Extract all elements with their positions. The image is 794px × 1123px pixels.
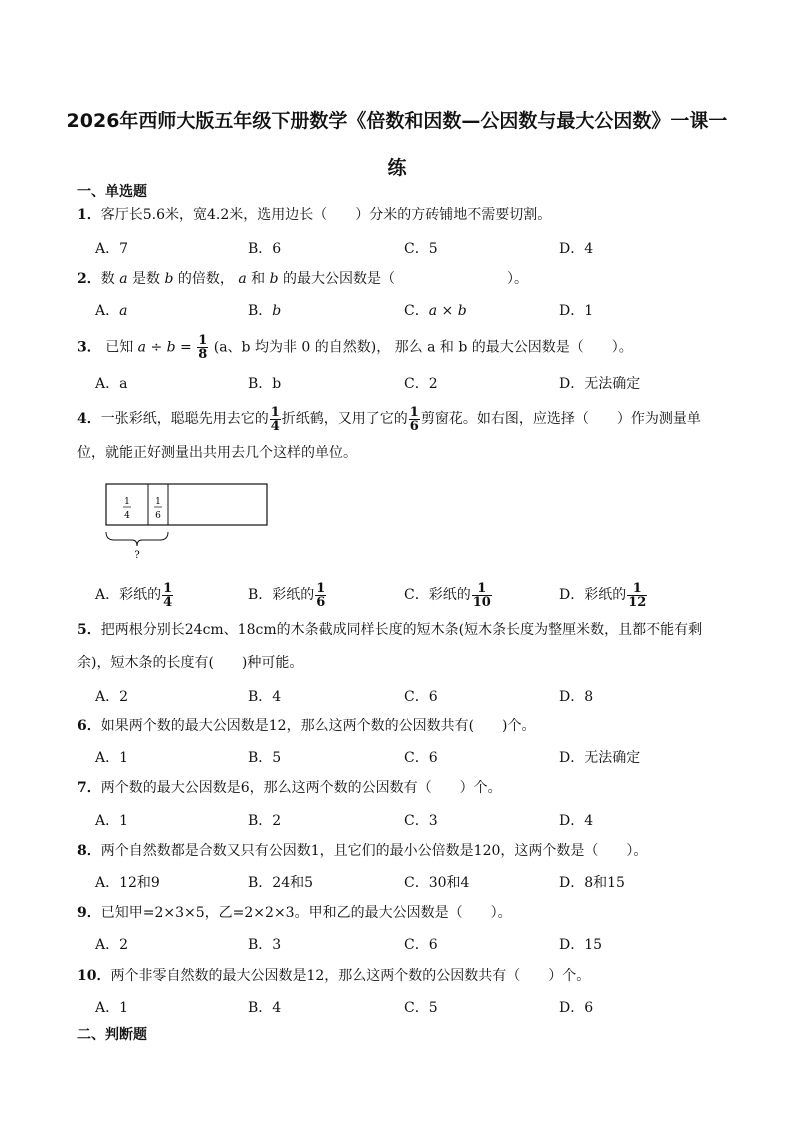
numerator: 1 (472, 582, 492, 596)
option-b[interactable]: B．5 (248, 750, 282, 766)
strip-label-denominator: 4 (124, 511, 130, 521)
denominator: 4 (163, 594, 173, 610)
option-d[interactable]: D．无法确定 (559, 750, 641, 766)
options-q1 (95, 238, 715, 258)
denominator: 6 (316, 594, 326, 610)
numerator: 1 (198, 333, 208, 348)
option-d[interactable]: D．15 (559, 937, 603, 953)
question-1 (77, 205, 724, 225)
options-q9 (95, 934, 715, 954)
options-q10 (95, 997, 715, 1017)
option-b[interactable]: B．6 (248, 241, 282, 257)
question-number: 4． (77, 411, 101, 427)
question-text: 剪窗花。如右图，应选择（ ）作为测量单位，就能正好测量出共用去几个这样的单位。 (77, 411, 701, 461)
fraction-option (315, 582, 326, 609)
option-b[interactable]: B．4 (248, 689, 282, 705)
option-a[interactable]: A．1 (95, 813, 129, 829)
question-text: 是数 (127, 271, 165, 287)
denominator: 6 (409, 418, 419, 434)
options-q6 (95, 747, 715, 767)
question-number: 9． (77, 905, 101, 921)
fraction-option (472, 582, 492, 609)
option-a[interactable]: A．2 (95, 937, 129, 953)
options-q8 (95, 872, 715, 892)
variable-b: b (269, 271, 279, 287)
options-q2 (95, 300, 715, 320)
option-c[interactable]: C．5 (404, 241, 438, 257)
option-label: B． (248, 303, 273, 319)
fraction-option (162, 582, 173, 609)
option-label: D．彩纸的 (559, 587, 627, 603)
option-expression: a (119, 303, 128, 319)
option-b[interactable]: B．2 (248, 813, 282, 829)
option-c[interactable]: C．6 (404, 689, 438, 705)
question-3 (77, 334, 724, 361)
option-label: C．彩纸的 (404, 587, 471, 603)
question-text: 和 (246, 271, 270, 287)
option-c[interactable]: C．2 (404, 376, 438, 392)
question-6 (77, 716, 724, 736)
question-text: (a、b 均为非 0 的自然数)， 那么 a 和 b 的最大公因数是（ ）。 (209, 339, 633, 356)
question-text: 数 (100, 271, 120, 287)
question-text: 两个数的最大公因数是6，那么这两个数的公因数有（ ）个。 (100, 780, 502, 796)
fraction-one-quarter (270, 406, 281, 433)
question-4 (77, 402, 717, 470)
option-d[interactable]: D．6 (559, 1000, 594, 1016)
variable-b: b (164, 271, 174, 287)
numerator: 1 (316, 580, 326, 596)
option-d[interactable] (559, 580, 648, 610)
option-b[interactable] (248, 580, 327, 610)
option-b[interactable] (248, 300, 281, 320)
question-number: 6． (77, 718, 101, 734)
option-b[interactable]: B．24和5 (248, 875, 314, 891)
question-2 (77, 269, 724, 289)
question-text: 折纸鹤，又用了它的 (281, 411, 408, 427)
option-expression: a × b (428, 303, 467, 319)
strip-label-denominator: 6 (155, 511, 161, 521)
option-c[interactable]: C．3 (404, 813, 438, 829)
options-q4 (95, 580, 715, 610)
option-c[interactable]: C．5 (404, 1000, 438, 1016)
denominator: 8 (198, 347, 208, 362)
fraction-option (627, 582, 647, 609)
option-d[interactable]: D．8和15 (559, 875, 625, 891)
question-text: 把两根分别长24cm、18cm的木条截成同样长度的短木条(短木条长度为整厘米数，且都不能有剩余)，短木条的长度有( )种可能。 (77, 622, 703, 671)
section-heading-single-choice: 一、单选题 (77, 184, 147, 200)
denominator: 4 (270, 418, 280, 434)
question-text: 的倍数， (173, 271, 239, 287)
option-b[interactable]: B．3 (248, 937, 282, 953)
question-text: 如果两个数的最大公因数是12，那么这两个数的公因数共有( )个。 (100, 718, 536, 734)
option-a[interactable]: A．12和9 (95, 875, 160, 891)
paper-strip-diagram (100, 478, 275, 563)
question-text: 客厅长5.6米，宽4.2米，选用边长（ ）分米的方砖铺地不需要切割。 (100, 207, 552, 223)
question-text: 已知 (100, 339, 138, 356)
option-a[interactable]: A．7 (95, 241, 129, 257)
question-number: 7． (77, 780, 101, 796)
question-number: 1． (77, 207, 101, 223)
option-a[interactable]: A．2 (95, 689, 129, 705)
option-label: C． (404, 303, 429, 319)
question-10 (77, 966, 724, 986)
option-expression: b (272, 303, 282, 319)
option-c[interactable]: C．6 (404, 750, 438, 766)
question-text: 两个自然数都是合数又只有公因数1，且它们的最小公倍数是120，这两个数是（ ）。 (100, 843, 648, 859)
variable-a: a (119, 271, 128, 287)
option-d[interactable]: D．8 (559, 689, 594, 705)
option-c[interactable] (404, 300, 467, 320)
page-title: 2026年西师大版五年级下册数学《倍数和因数—公因数与最大公因数》一课一练 (66, 110, 728, 179)
numerator: 1 (409, 404, 419, 420)
option-d[interactable]: D．1 (559, 303, 594, 319)
variable-a: a (238, 271, 247, 287)
options-q3 (95, 373, 715, 393)
strip-label-numerator: 1 (155, 497, 161, 507)
paper-strip (106, 484, 267, 525)
question-5 (77, 614, 717, 680)
question-number: 8． (77, 843, 101, 859)
math-expression: a ÷ b = (137, 339, 197, 356)
question-text: 的最大公因数是（ ）。 (278, 271, 529, 287)
denominator: 10 (472, 594, 491, 610)
question-text: 已知甲=2×3×5，乙=2×2×3。甲和乙的最大公因数是（ ）。 (100, 905, 512, 921)
question-number: 5． (77, 622, 101, 638)
option-c[interactable]: C．6 (404, 937, 438, 953)
question-text: 两个非零自然数的最大公因数是12，那么这两个数的公因数共有（ ）个。 (110, 968, 591, 984)
option-a[interactable] (95, 300, 127, 320)
options-q5 (95, 686, 715, 706)
fraction-one-sixth (409, 406, 420, 433)
section-heading-true-false: 二、判断题 (77, 1027, 147, 1043)
question-number: 3． (77, 339, 101, 356)
strip-label-numerator: 1 (124, 497, 130, 507)
option-label: B．彩纸的 (248, 587, 315, 603)
option-b[interactable]: B．b (248, 376, 282, 392)
question-text: 一张彩纸，聪聪先用去它的 (100, 411, 269, 427)
option-label: A．彩纸的 (95, 587, 162, 603)
question-8 (77, 841, 724, 861)
numerator: 1 (270, 404, 280, 420)
option-d[interactable]: D．4 (559, 813, 594, 829)
denominator: 12 (628, 594, 647, 610)
options-q7 (95, 810, 715, 830)
option-c[interactable]: C．30和4 (404, 875, 470, 891)
question-9 (77, 903, 724, 923)
option-a[interactable]: A．a (95, 376, 128, 392)
option-d[interactable]: D．4 (559, 241, 594, 257)
fraction-one-eighth (197, 334, 208, 361)
option-d[interactable]: D．无法确定 (559, 376, 641, 392)
question-number: 10． (77, 968, 111, 984)
question-7 (77, 778, 724, 798)
option-a[interactable]: A．1 (95, 1000, 129, 1016)
numerator: 1 (627, 582, 647, 596)
numerator: 1 (163, 580, 173, 596)
option-label: A． (95, 303, 120, 319)
question-mark: ? (134, 550, 140, 561)
option-a[interactable]: A．1 (95, 750, 129, 766)
brace (106, 532, 168, 546)
option-b[interactable]: B．4 (248, 1000, 282, 1016)
option-c[interactable] (404, 580, 493, 610)
option-a[interactable] (95, 580, 174, 610)
question-number: 2． (77, 271, 101, 287)
